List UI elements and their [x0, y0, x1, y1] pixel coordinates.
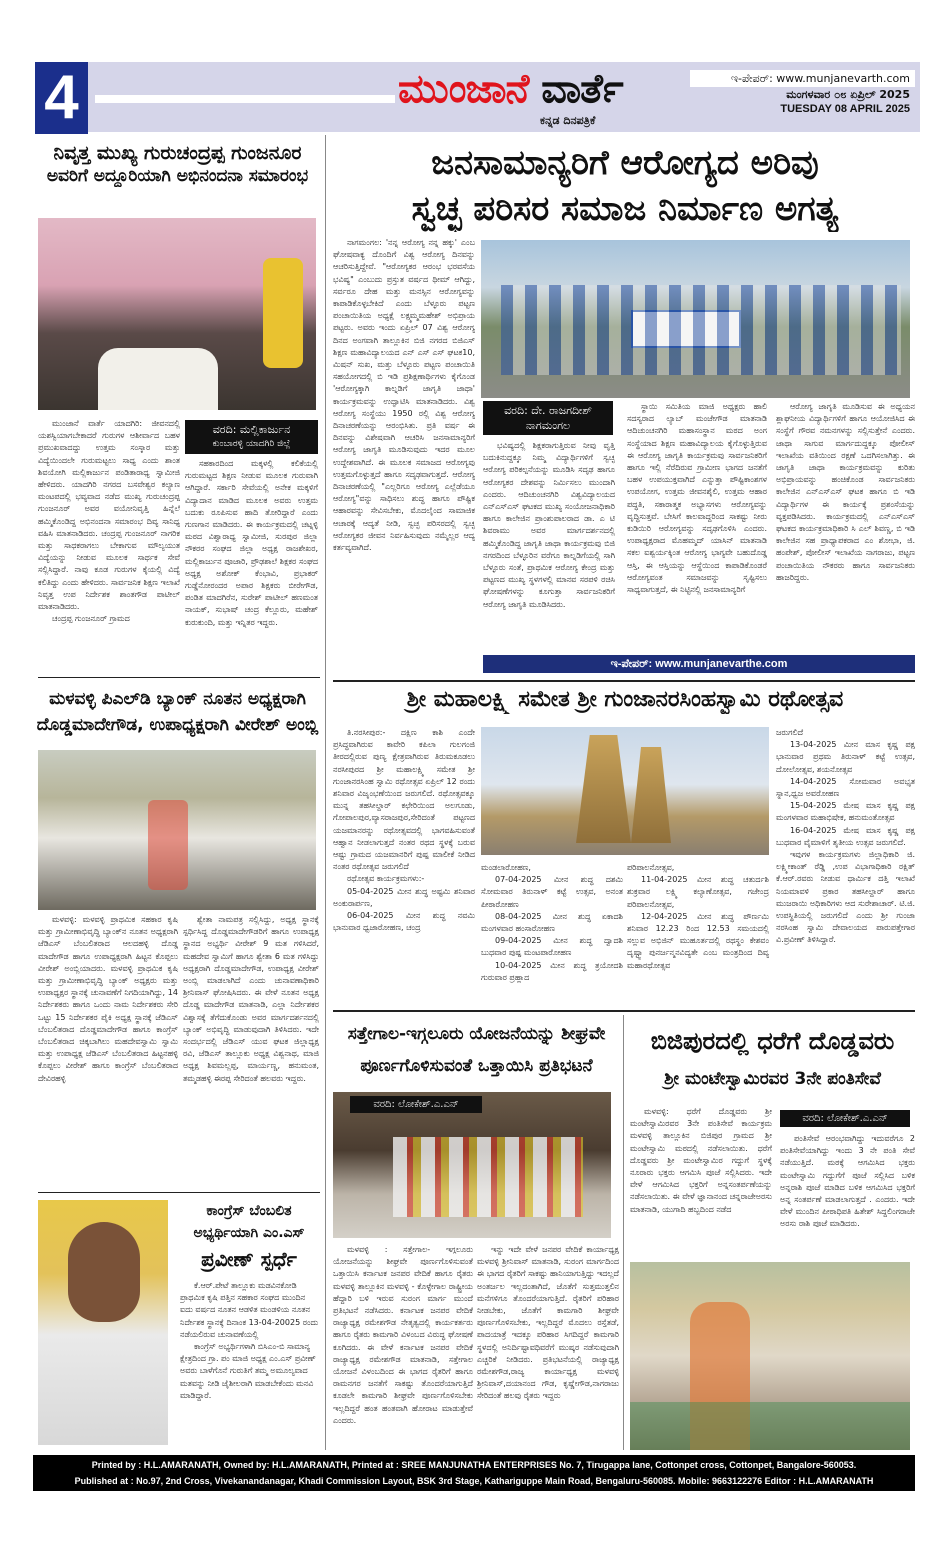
byline-box: ವರದಿ: ಲೋಕೇಶ್.ಎ.ಎನ್ — [350, 1096, 482, 1113]
schedule-text: ಮೀನ ಶುದ್ಧ ದಶಮಿ ಸೋಮವಾರ ತಿರುನಾಳ್ ಕಟ್ಟೆ ಉತ್ಸವ, ಅನಂತ ಪೀಠಾರೋಹಣ — [481, 875, 623, 909]
headline-line: ಅವರಿಗೆ ಅದ್ದೂರಿಯಾಗಿ ಅಭಿನಂದನಾ ಸಮಾರಂಭ — [46, 165, 309, 186]
imprint-line: Printed by : H.L.AMARANATH, Owned by: H.L.AMARANATH, Printed at : SREE MANJUNATHA ENTERPRISES No. 7, Tirugappa lane, Cottonpet cross, Cottonpet, Bangalore-560053. — [91, 1460, 857, 1470]
logo-part1: ಮುಂಜಾನೆ — [398, 66, 529, 112]
schedule-title: ರಥೋತ್ಸವ ಕಾರ್ಯಕ್ರಮಗಳು:- — [347, 874, 425, 884]
paragraph: ನಾಗಮಂಗಲ: 'ನನ್ನ ಆರೋಗ್ಯ ನನ್ನ ಹಕ್ಕು' ಎಂಬ ಘೋಷವಾಕ್ಯ ದೊಂದಿಗೆ ವಿಶ್ವ ಆರೋಗ್ಯ ದಿನವನ್ನು ಆಚರಿಸುತ್ತಿದ್ದೇವೆ. "ಆರೋಗ್ಯಕರ ಆರಂಭ ಭರವಸೆಯ ಭವಿಷ್ಯ" ಎಂಬುದು ಪ್ರಸ್ತುತ ವರ್ಷದ ಥೀಮ್ ಆಗಿದ್ದು, ಸರ್ವರೂ ದೇಹ ಮತ್ತು ಮನಸ್ಸಿನ ಆರೋಗ್ಯವನ್ನು ಕಾಪಾಡಿಕೊಳ್ಳಬೇಕಿದೆ ಎಂದು ಬೆಳ್ಳೂರು ಪಟ್ಟಣ ಪಂಚಾಯಿತಿಯ ಅಧ್ಯಕ್ಷೆ ಲಕ್ಷ್ಮಮ್ಮಮಹೇಶ್ ಅಭಿಪ್ರಾಯ ಪಟ್ಟರು. ಅವರು ಇಂದು ಏಪ್ರಿಲ್ 07 ವಿಶ್ವ ಆರೋಗ್ಯ ದಿನದ ಅಂಗವಾಗಿ ತಾಲ್ಲೂಕಿನ ಬಿಜಿ ನಗರದ ಬಿಜಿಎಸ್ ಶಿಕ್ಷಣ ಮಹಾವಿದ್ಯಾಲಯದ ಎನ್ ಎಸ್ ಎಸ್ ಘಟಕ10, ಮಿಷನ್ ಸುಖ, ಮತ್ತು ಬೆಳ್ಳೂರು ಪಟ್ಟಣ ಪಂಚಾಯಿತಿ ಸಹಯೋಗದಲ್ಲಿ ಬಿ ಇಡಿ ಪ್ರಶಿಕ್ಷಣಾರ್ಥಿಗಳು ಕೈಗೊಂಡ 'ಆರೋಗ್ಯಕ್ಕಾಗಿ ಕಾಲ್ನಡಿಗೆ ಜಾಗೃತಿ ಜಾಥಾ' ಕಾರ್ಯಕ್ರಮವನ್ನು ಉದ್ಘಾಟಿಸಿ ಮಾತನಾಡಿದರು. ವಿಶ್ವ ಆರೋಗ್ಯ ಸಂಸ್ಥೆಯು 1950 ರಲ್ಲಿ ವಿಶ್ವ ಆರೋಗ್ಯ ದಿನಾಚರಣೆಯನ್ನು ಆರಂಭಿಸಿತು. ಪ್ರತಿ ವರ್ಷ ಈ ದಿನವನ್ನು ವಿಶೇಷವಾಗಿ ಆಚರಿಸಿ ಜನಸಾಮಾನ್ಯರಿಗೆ ಆರೋಗ್ಯ ಜಾಗೃತಿ ಮೂಡಿಸುವುದು ಇದರ ಮೂಲ ಉದ್ದೇಶವಾಗಿದೆ. ಈ ಮೂಲಕ ಸಮಾಜದ ಆರೋಗ್ಯವು ಉತ್ತಮಗೊಳ್ಳುತ್ತದೆ ಹಾಗೂ ಸದೃಢವಾಗುತ್ತದೆ. ಆರೋಗ್ಯ ದಿನಾಚರಣೆಯಲ್ಲಿ "ಎಲ್ಲರಿಗೂ ಆರೋಗ್ಯ ಎಲ್ಲೆಡೆಯೂ ಆರೋಗ್ಯ"ವನ್ನು ಸಾಧಿಸಲು ಶುದ್ಧ ಹಾಗೂ ಪೌಷ್ಟಿಕ ಆಹಾರವನ್ನು ಸೇವಿಸಬೇಕು, ಮೊದಲೈಂದ ಸಾಮಾಜಿಕ ಆಚಾರಕ್ಕೆ ಆದ್ಯತೆ ನೀಡಿ, ಸ್ವಚ್ಛ ಪರಿಸರದಲ್ಲಿ ಸ್ವಚ್ಛ ಆರೋಗ್ಯಕರ ಜೀವನ ನಿರ್ವಹಿಸುವುದು ನಮ್ಮೆಲ್ಲರ ಆದ್ಯ ಕರ್ತವ್ಯವಾಗಿದೆ. — [333, 238, 475, 553]
schedule-item — [776, 739, 915, 776]
schedule-date: 12-04-2025 — [641, 911, 688, 921]
schedule-text: ಮೇಷ ಮಾಸ ಕೃಷ್ಣ ಪಕ್ಷ ಬುಧವಾರ ವೈಮಾಳಿಗೆ ತೃತೀಯ ಉತ್ಸವ ಜರುಗಲಿದೆ. — [776, 825, 915, 847]
paragraph: ಕೆ.ಆರ್.ಪೇಟೆ ತಾಲ್ಲೂಕು ಮಡವಿನಕೋಡಿ ಪ್ರಾಥಮಿಕ ಕೃಷಿ ಪತ್ತಿನ ಸಹಕಾರ ಸಂಘದ ಮುಂದಿನ ಐದು ವರ್ಷದ ನೂತನ ಆಡಳಿತ ಮಂಡಳಿಯ ನೂತನ ನಿರ್ದೇಶಕ ಸ್ಥಾನಕ್ಕೆ ದಿನಾಂಕ 13-04-20025 ರಂದು ನಡೆಯಲಿರುವ ಚುನಾವಣೆಯಲ್ಲಿ — [180, 1281, 319, 1339]
newspaper-logo — [398, 66, 623, 112]
byline-box — [185, 420, 318, 454]
paragraph: ಮಳವಳ್ಳಿ: ಮಳವಳ್ಳಿ ಪ್ರಾಥಮಿಕ ಸಹಕಾರ ಕೃಷಿ ಮತ್ತು ಗ್ರಾಮೀಣಾಭಿವೃದ್ಧಿ ಬ್ಯಾಂಕ್‌ನ ನೂತನ ಅಧ್ಯಕ್ಷರಾಗಿ ಜೆಡಿಎಸ್ ಬೆಂಬಲಿತರಾದ ಆಲದಹಳ್ಳಿ ದೊಡ್ಡ ಮಾದೇಗೌಡ ಹಾಗೂ ಉಪಾಧ್ಯಕ್ಷರಾಗಿ ಹಿಟ್ಟನ ಕೊಪ್ಪಲು ವೀರೇಶ್ ಅಂಬ್ಲಿಯಾದರು. ಮಳವಳ್ಳಿ ಪ್ರಾಥಮಿಕ ಕೃಷಿ ಮತ್ತು ಗ್ರಾಮೀಣಾಭಿವೃದ್ಧಿ ಬ್ಯಾಂಕ್ ಅಧ್ಯಕ್ಷರು ಮತ್ತು ಉಪಾಧ್ಯಕ್ಷರ ಸ್ಥಾನಕ್ಕೆ ಚುನಾವಣೆಗೆ ನಿಗದಿಯಾಗಿದ್ದು, 14 ನಿರ್ದೇಶಕರು ಹಾಗೂ ಒಂದು ನಾಮ ನಿರ್ದೇಶಕರು ಸೇರಿ ಒಟ್ಟು 15 ನಿರ್ದೇಶಕರ ಪೈಕಿ ಅಧ್ಯಕ್ಷ ಸ್ಥಾನಕ್ಕೆ ಜೆಡಿಎಸ್ ಬೆಂಬಲಿತರಾದ ದೊಡ್ಡಮಾದೇಗೌಡ ಹಾಗೂ ಕಾಂಗ್ರೆಸ್ ಬೆಂಬಲಿತರಾದ ಚಿಕ್ಕಬಾಗಿಲು ಮಹದೇವಸ್ವಾಮಿ ಸ್ವಾಮಿ ಮತ್ತು ಉಪಾಧ್ಯಕ್ಷ ಜೆಡಿಎಸ್ ಬೆಂಬಲಿತರಾದ ಹಿಟ್ಟನಹಳ್ಳಿ ಕೊಪ್ಪಲು ವೀರೇಶ್ ಹಾಗೂ ಕಾಂಗ್ರೆಸ್ ಬೆಂಬಲಿತರಾದ ದೇವಿರಹಳ್ಳಿ — [38, 915, 178, 1083]
headline-line: ಪ್ರವೀಣ್ ಸ್ಪರ್ಧೆ — [201, 1247, 297, 1271]
paragraph: ಆರೋಗ್ಯ ಜಾಗೃತಿ ಮೂಡಿಸುವ ಈ ಅಧ್ಯಯನ ಶ್ಲಾಘನೀಯ ವಿದ್ಯಾರ್ಥಿಗಳಿಗೆ ಹಾಗೂ ಆಯೋಜಿಸಿದ ಈ ಸಂಸ್ಥೆಗೆ ಗೌರವ ನಮನಗಳನ್ನು ಸಲ್ಲಿಸುತ್ತೇನೆ ಎಂದರು. ಜಾಥಾ ಸಾಗುವ ಮಾರ್ಗದುದ್ದಕ್ಕೂ ಪೋಲೀಸ್ ಇಲಾಖೆಯ ವತಿಯಿಂದ ರಕ್ಷಣೆ ಒದಗಿಸಲಾಗಿತ್ತು. ಈ ಜಾಗೃತಿ ಜಾಥಾ ಕಾರ್ಯಕ್ರಮವನ್ನು ಕುರಿತು ಅಭಿಪ್ರಾಯವನ್ನು ಹಂಚಿಕೊಂಡ ಸಾರ್ವಜನಿಕರು ಕಾಲೇಜಿನ ಎನ್ಎಸ್ಎಸ್ ಘಟಕ ಹಾಗೂ ಬಿ ಇಡಿ ವಿದ್ಯಾರ್ಥಿಗಳ ಈ ಕಾರ್ಯಕ್ಕೆ ಪ್ರಶಂಸೆಯನ್ನು ವ್ಯಕ್ತಪಡಿಸಿದರು. ಕಾರ್ಯಕ್ರಮದಲ್ಲಿ ಎನ್ಎಸ್ಎಸ್ ಘಟಕದ ಕಾರ್ಯಕ್ರಮಾಧಿಕಾರಿ ಸಿ ಎಲ್ ಶಿವಣ್ಣ, ಬಿ ಇಡಿ ಕಾಲೇಜಿನ ಸಹ ಪ್ರಾಧ್ಯಾಪಕರಾದ ಎಂ ಶೋಭಾ, ಜಿ. ಹಂಪೇಶ್, ಪೋಲೀಸ್ ಇಲಾಖೆಯ ನಾಗರಾಜು, ಪಟ್ಟಣ ಪಂಚಾಯಿತಿಯ ನೌಕರರು ಹಾಗೂ ಸಾರ್ವಜನಿಕರು ಹಾಜರಿದ್ದರು. — [776, 402, 915, 582]
article-body — [481, 862, 623, 1007]
schedule-date: 08-04-2025 — [495, 911, 542, 921]
article-body — [627, 401, 767, 652]
article-headline — [333, 1018, 620, 1082]
photo-protesters — [393, 1137, 583, 1217]
article-headline: ಶ್ರೀ ಮಹಾಲಕ್ಷ್ಮಿ ಸಮೇತ ಶ್ರೀ ಗುಂಜಾನರಸಿಂಹಸ್ವಾಮಿ ರಥೋತ್ಸವ — [406, 687, 844, 712]
health-rally-photo — [481, 240, 910, 398]
article-body — [183, 914, 319, 1189]
schedule-date: 11-04-2025 — [641, 875, 688, 885]
schedule-date: 16-04-2025 — [790, 825, 837, 835]
byline-box — [483, 401, 613, 435]
paragraph: ಸ್ಥಾಯಿ ಸಮಿತಿಯ ಮಾಜಿ ಅಧ್ಯಕ್ಷರು ಹಾಲಿ ಸದಸ್ಯರಾದ ಲ್ಯಾಬ್ ಮಂಜೇಗೌಡ ಮಾತನಾಡಿ ಆದಿಚುಂಚನಗಿರಿ ಮಹಾಸಂಸ್ಥಾನ ಮಠದ ಅಂಗ ಸಂಸ್ಥೆಯಾದ ಶಿಕ್ಷಣ ಮಹಾವಿದ್ಯಾಲಯ ಕೈಗೊಳ್ಳುತ್ತಿರುವ ಈ ಆರೋಗ್ಯ ಜಾಗೃತಿ ಕಾರ್ಯಕ್ರಮವು ಸಾರ್ವಜನಿಕರಿಗೆ ಹಾಗೂ ಇಲ್ಲಿ ನೆರೆದಿರುವ ಗ್ರಾಮೀಣ ಭಾಗದ ಜನತೆಗೆ ಬಹಳ ಉಪಯುಕ್ತವಾಗಿದೆ ಎನ್ನುತ್ತಾ ಪೌಷ್ಟಿಕಾಂಶಗಳ ಉಪಯೋಗ, ಉತ್ತಮ ಜೀವನಶೈಲಿ, ಉತ್ತಮ ಆಹಾರ ಪದ್ಧತಿ, ಸಕಾರಾತ್ಮಕ ಅಭ್ಯಾಸಗಳು ಆರೋಗ್ಯವನ್ನು ವೃದ್ಧಿಸುತ್ತವೆ. ಬೇಸಿಗೆ ಕಾಲವಾದ್ದರಿಂದ ಸಾಕಷ್ಟು ನೀರು ಕುಡಿಯಿರಿ ಆರೋಗ್ಯವನ್ನು ಸದೃಢಗೊಳಿಸಿ ಎಂದರು. ಉಪಾಧ್ಯಕ್ಷರಾದ ಮೊಹಮ್ಮದ್ ಯಾಸಿನ್ ಮಾತನಾಡಿ ಸಕಲ ಐಶ್ವರ್ಯಕ್ಕಿಂತ ಆರೋಗ್ಯ ಭಾಗ್ಯವೇ ಬಹುದೊಡ್ಡ ಆಸ್ತಿ, ಈ ಆಸ್ತಿಯನ್ನು ಆಸ್ಥೆಯಿಂದ ಕಾಪಾಡಿಕೊಂಡರೆ ಆರೋಗ್ಯವಂತ ಸಮಾಜವನ್ನು ಸೃಷ್ಟಿಸಲು ಸಾಧ್ಯವಾಗುತ್ತದೆ, ಈ ನಿಟ್ಟಿನಲ್ಲಿ ಜನಸಾಮಾನ್ಯರಿಗೆ — [627, 402, 767, 595]
schedule-date: 10-04-2025 — [495, 960, 542, 970]
article-body — [38, 418, 180, 673]
schedule-item — [481, 911, 623, 935]
paragraph: ಮಳವಳ್ಳಿ : ಸತ್ತೇಗಾಲ- ಇಗ್ಗಲೂರು ಯೋಜನೆಯನ್ನು ಶೀಘ್ರವೇ ಪೂರ್ಣಗೊಳಿಸುವಂತೆ ಒತ್ತಾಯಿಸಿ ಕರ್ನಾಟಕ ಜನಪರ ವೇದಿಕೆ ಹಾಗೂ ರೈತರು ಮಳವಳ್ಳಿ ತಾಲ್ಲೂಕಿನ ಮಳವಳ್ಳಿ - ಕೊಳ್ಳೇಗಾಲ ರಾಷ್ಟ್ರೀಯ ಹೆದ್ದಾರಿ ಬಳಿ ಇರುವ ಸುರಂಗ ಮಾರ್ಗ ಮುಂದೆ ಪ್ರತಿಭಟನೆ ನಡೆಸಿದರು. ಕರ್ನಾಟಕ ಜನಪರ ವೇದಿಕೆ ರಾಜ್ಯಾಧ್ಯಕ್ಷ ರಮೇಶಗೌಡ ನೇತೃತ್ವದಲ್ಲಿ ಕಾರ್ಯಕರ್ತರು ಹಾಗೂ ರೈತರು ಕಾಮಗಾರಿ ವಿಳಂಬದ ವಿರುದ್ಧ ಘೋಷಣೆ ಕೂಗಿದರು. ಈ ವೇಳೆ ಕರ್ನಾಟಕ ಜನಪರ ವೇದಿಕೆ ರಾಜ್ಯಾಧ್ಯಕ್ಷ ರಮೇಶಗೌಡ ಮಾತನಾಡಿ, ಸತ್ತೇಗಾಲ ಯೋಜನೆ ವಿಳಂಬದಿಂದ ಈ ಭಾಗದ ರೈತರಿಗೆ ಹಾಗೂ ರಾಮನಗರ ಜನತೆಗೆ ಸಾಕಷ್ಟು ತೊಂದರೆಯಾಗುತ್ತಿದೆ ಕೂಡಲೇ ಕಾಮಗಾರಿ ಶೀಘ್ರವೇ ಪೂರ್ಣಗೊಳಿಸಬೇಕು ಇಲ್ಲದಿದ್ದರೆ ಹಂತ ಹಂತವಾಗಿ ಹೋರಾಟ ಮಾಡುತ್ತೇವೆ ಎಂದರು. — [333, 1245, 473, 1425]
schedule-date: 05-04-2025 — [347, 886, 394, 896]
candidate-portrait — [38, 1200, 168, 1445]
lead-headline — [335, 140, 915, 232]
imprint-footer — [33, 1455, 915, 1491]
article-body — [38, 914, 178, 1189]
paragraph: ಮುಂಜಾನೆ ವಾರ್ತೆ ಯಾದಗಿರಿ: ಜೀವನದಲ್ಲಿ ಯಶಸ್ವಿಯಾಗಬೇಕಾದರೆ ಗುರುಗಳ ಆಶೀರ್ವಾದ ಬಹಳ ಪ್ರಮುಖವಾದದ್ದು ಉತ್ತಮ ಸಂಸ್ಕಾರ ಮತ್ತು ವಿದ್ಯೆಯಿಂದಲೇ ಗುರುಮಟ್ಟಲು ಸಾಧ್ಯ ಎಂದು ಶಾಂತ ಶಿವಯೋಗಿ ಮಲ್ಲಿಕಾರ್ಜುನ ಪಂಡಿತಾರಾಧ್ಯ ಸ್ವಾಮೀಜಿ ಹೇಳಿದರು. ಯಾದಗಿರಿ ನಗರದ ಬಸವೇಶ್ವರ ಕಲ್ಯಾಣ ಮಂಟಪದಲ್ಲಿ ಭವ್ಯವಾದ ನಡೆದ ಮುಖ್ಯ ಗುರುಚಂದ್ರಪ್ಪ ಗುಂಜನೂರ್ ಅವರ ವಯೋನಿವೃತ್ತಿ ಹಿನ್ನೆಲೆ ಹಮ್ಮಿಕೊಂಡಿದ್ದ ಅಭಿನಂದನಾ ಸಮಾರಂಭ ದಿವ್ಯ ಸಾನಿಧ್ಯ ವಹಿಸಿ ಮಾತನಾಡಿದರು. ಚಂದ್ರಪ್ಪ ಗುಂಜನೂರ್ ನಾಗರಿಕ ಮತ್ತು ಸಾಧಕರಾಗಲು ಬೇಕಾಗುವ ಮೌಲ್ಯಯುತ ವಿದ್ಯೆಯನ್ನು ನೀಡುವ ಮೂಲಕ ಸಾರ್ಥಕ ಸೇವೆ ಸಲ್ಲಿಸಿದ್ದಾರೆ. ನಾವು ಕೂಡ ಗುರುಗಳ ಕೈಯಲ್ಲಿ ವಿದ್ಯೆ ಕಲಿತಿದ್ದು ಎಂದು ಹೇಳಿದರು. ಸಾರ್ವಜನಿಕ ಶಿಕ್ಷಣ ಇಲಾಖೆ ನಿವೃತ್ತ ಉಪ ನಿರ್ದೇಶಕ ಶಾಂತಗೌಡ ಪಾಟೀಲ್ ಮಾತನಾಡಿದರು. — [38, 419, 180, 612]
article-body — [776, 727, 915, 1007]
headline-line: ಕಾಂಗ್ರೆಸ್ ಬೆಂಬಲಿತ — [206, 1203, 292, 1219]
award-ceremony-photo — [38, 218, 316, 410]
byline-location: ನಾಗಮಂಗಲ — [525, 419, 571, 432]
epaper-link[interactable]: ಇ-ಪೇಪರ್: www.munjanevarth.com — [690, 70, 915, 87]
byline-reporter: ವರದಿ: ಮಲ್ಲಿಕಾರ್ಜುನ — [212, 423, 291, 436]
article-body — [483, 440, 615, 652]
schedule-date: 06-04-2025 — [347, 911, 394, 921]
section-divider — [38, 1192, 320, 1193]
paragraph: ಇವುಗಳ ಕಾರ್ಯಕ್ರಮಗಳು ಜಿಲ್ಲಾಧಿಕಾರಿ ಜಿ. ಲಕ್ಷ್ಮೀಕಾಂತ್ ರೆಡ್ಡಿ ,ಉಪ ವಿಭಾಗಾಧಿಕಾರಿ ರಕ್ಷಿತ್ ಕೆ.ಆರ್.ರವರು ನೀಡುವ ಧಾರ್ಮಿಕ ದತ್ತಿ ಇಲಾಖೆ ನಿಯಮಾವಳಿ ಪ್ರಕಾರ ತಹಸೀಲ್ದಾರ್ ಹಾಗೂ ಮುಜರಾಯಿ ಅಧಿಕಾರಿಗಳು ಆದ ಸುರೇಶಾಚಾರ್. ಟಿ.ಜಿ. ಉಪಸ್ಥಿತಿಯಲ್ಲಿ ಜರುಗಲಿದೆ ಎಂದು ಶ್ರೀ ಗುಂಜಾ ನರಸಿಂಹ ಸ್ವಾಮಿ ದೇವಾಲಯದ ಪಾರುಪತ್ತೇಗಾರ ವಿ.ಪ್ರವೀಣ್ ತಿಳಿಸಿದ್ದಾರೆ. — [776, 850, 915, 945]
section-divider — [333, 680, 915, 682]
paragraph: ಪಂತಿಸೇವೆ ಆರಂಭವಾಗಿದ್ದು ಇದುವರೆಗೂ 2 ಪಂತಿಸೇವೆಯಾಗಿದ್ದು ಇಂದು 3 ನೇ ಪಂತಿ ಸೇವೆ ನಡೆಯುತ್ತಿದೆ. ಮಠಕ್ಕೆ ಆಗಮಿಸಿದ ಭಕ್ತರು ಮಂಟೇಸ್ವಾಮಿ ಗದ್ದುಗೆಗೆ ಪೂಜೆ ಸಲ್ಲಿಸಿದ ಬಳಿಕ ಅನ್ನರಾಶಿ ಪೂಜೆ ಮಾಡಿದ ಬಳಿಕ ಆಗಮಿಸಿದ ಭಕ್ತರಿಗೆ ಅನ್ನ ಸಂತರ್ಪಣೆ ಮಾಡಲಾಗುತ್ತದೆ . ಎಂದರು. ಇದೇ ವೇಳೆ ಮುಂದಿನ ಪೀಠಾಧಿಪತಿ ಹಿತೇಶ್ ಸಿದ್ದಲಿಂಗರಾಜೇ ಅರಸು ರಾಶಿ ಪೂಜೆ ಮಾಡಿದರು. — [780, 1134, 915, 1229]
schedule-text: ಸೋಮವಾರ ಅವಭೃತ ಸ್ನಾನ,ಧ್ವಜ ಅವರೋಹಣ — [776, 776, 915, 799]
devotees-photo — [630, 1262, 910, 1450]
schedule-date: 14-04-2025 — [790, 776, 837, 786]
masthead-strip — [95, 95, 395, 103]
schedule-text: ಮೀನ ಶುದ್ಧ ಏಕಾದಶಿ ಮಂಗಳವಾರ ಹಂಸಾರೋಹಣ — [481, 911, 623, 934]
article-body — [627, 862, 769, 1007]
schedule-item — [776, 825, 915, 849]
article-body — [776, 401, 915, 652]
article-body — [180, 1280, 320, 1445]
photo-figure — [263, 258, 303, 368]
schedule-date: 07-04-2025 — [495, 875, 542, 885]
schedule-text: ಮೀನ ಶುದ್ಧ ತ್ರಯೋದಶಿ ಗುರುವಾರ ಪ್ರಹ್ಲಾದ — [481, 960, 623, 982]
article-headline — [35, 686, 320, 738]
date-kannada: ಮಂಗಳವಾರ ೦೮ ಏಪ್ರಿಲ್ 2025 — [786, 88, 910, 101]
schedule-text: ಮೀನ ಮಾಸ ಕೃಷ್ಣ ಪಕ್ಷ ಭಾನುವಾರ ಪ್ರಥಮ ತಿರುನಾಳ್ ಕಟ್ಟೆ ಉತ್ಸವ, ದೋಲೋತ್ಸವ, ಶಯನೋತ್ಸವ — [776, 740, 915, 774]
schedule-item — [481, 874, 623, 911]
article-body — [185, 458, 318, 673]
schedule-text: ಮೀನ ಶುದ್ಧ ಅಷ್ಟಮಿ ಶನಿವಾರ ಅಂಕುರಾರ್ಪಣ, — [333, 886, 475, 908]
headline-line: ಮಳವಳ್ಳಿ ಪಿಎಲ್‌ಡಿ ಬ್ಯಾಂಕ್ ನೂತನ ಅಧ್ಯಕ್ಷರಾಗಿ — [49, 689, 306, 709]
paragraph: ಮಂಡಲಾರೋಹಣ, — [481, 863, 531, 872]
schedule-item — [333, 910, 475, 934]
schedule-text: ಮೀನ ಶುದ್ಧ ಪೌರ್ಣಮಿ ಶನಿವಾರ 12.23 ರಿಂದ 12.53 ಸಮಯದಲ್ಲಿ ಸಲ್ಲುವ ಅಭಿಜಿನ್ ಮುಹೂರ್ತದಲ್ಲಿ ರಥಸ್ಥಂ ಕೇಶವಂ ದೃಷ್ಟ್ವಾ ಪುನರ್ಜನ್ಮನವಿದ್ಯತೇ ಎಂಬ ಮಂತ್ರದಿಂದ ದಿವ್ಯ ಮಹಾರಥೋತ್ಸವ — [627, 911, 769, 970]
headline-line: ಶ್ರೀ ಮಂಟೇಸ್ವಾಮಿರವರ 3ನೇ ಪಂತಿಸೇವೆ — [664, 1069, 881, 1089]
article-body — [333, 1244, 473, 1448]
tagline: ಕನ್ನಡ ದಿನಪತ್ರಿಕೆ — [540, 114, 596, 127]
headline-line: ಸತ್ತೇಗಾಲ-ಇಗ್ಗಲೂರು ಯೋಜನೆಯನ್ನು ಶೀಘ್ರವೇ — [347, 1024, 606, 1044]
page-number: 4 — [35, 62, 88, 134]
temple-tower — [576, 735, 631, 843]
byline-reporter: ವರದಿ: ದೇ. ರಾಜಗದೀಶ್ — [504, 404, 592, 417]
article-headline — [175, 1200, 323, 1274]
temple-tower — [631, 747, 671, 843]
column-divider — [623, 1015, 624, 1450]
schedule-date: 09-04-2025 — [495, 936, 542, 946]
section-divider — [333, 1010, 915, 1012]
bank-officials-photo — [38, 750, 316, 910]
article-headline — [630, 1022, 915, 1098]
headline-line: ಬಿಜಿಪುರದಲ್ಲಿ ಧರೆಗೆ ದೊಡ್ಡವರು — [650, 1027, 895, 1055]
article-body — [477, 1244, 619, 1448]
schedule-item — [627, 911, 769, 972]
article-body — [630, 1106, 772, 1256]
paragraph: ಜರುಗಲಿದೆ — [776, 728, 804, 737]
temple-photo — [481, 727, 769, 855]
paragraph: ಪರಿಪಾಲನೋತ್ಸವ, — [627, 863, 675, 872]
headline-line: ಪೂರ್ಣಗೊಳಿಸುವಂತೆ ಒತ್ತಾಯಿಸಿ ಪ್ರತಿಭಟನೆ — [360, 1056, 593, 1076]
photo-garland — [148, 800, 188, 890]
epaper-banner[interactable]: ಇ-ಪೇಪರ್: www.munjanevarthe.com — [483, 655, 915, 673]
date-english: TUESDAY 08 APRIL 2025 — [780, 103, 910, 115]
schedule-item — [627, 874, 769, 911]
section-divider — [38, 677, 320, 678]
paragraph: ಶ್ವೇತಾ ನಾಮಪತ್ರ ಸಲ್ಲಿಸಿದ್ದು, ಅಧ್ಯಕ್ಷ ಸ್ಥಾನಕ್ಕೆ ಸ್ಪರ್ಧಿಸಿದ್ದ ದೊಡ್ಡಮಾದೇಗೌಡರಿಗೆ ಹಾಗೂ ಉಪಾಧ್ಯಕ್ಷ ಸ್ಥಾನದ ಅಭ್ಯರ್ಥಿ ವೀರೇಶ್ 9 ಮತ ಗಳಿಸಿದರೆ, ಮಹದೇವ ಸ್ವಾಮಿಗೆ ಹಾಗೂ ಶ್ವೇತಾ 6 ಮತ ಗಳಿಸಿದ್ದು ಅಧ್ಯಕ್ಷರಾಗಿ ದೊಡ್ಡಮಾದೇಗೌಡ, ಉಪಾಧ್ಯಕ್ಷ ವೀರೇಶ್ ಅಂಬ್ಲಿ ಮಾಡಲಾಗಿದೆ ಎಂದು ಚುನಾವಣಾಧಿಕಾರಿ ಶ್ರೀನಿವಾಸ್ ಘೋಷಿಸಿದರು. ಈ ವೇಳೆ ನೂತನ ಅಧ್ಯಕ್ಷ ದೊಡ್ಡ ಮಾದೇಗೌಡ ಮಾತನಾಡಿ, ಎಲ್ಲಾ ನಿರ್ದೇಶಕರ ವಿಶ್ವಾಸಕ್ಕೆ ತೆಗೆದುಕೊಂಡು ಅವರ ಮಾರ್ಗದರ್ಶನದಲ್ಲಿ ಬ್ಯಾಂಕ್ ಅಭಿವೃದ್ಧಿ ಮಾಡುವುದಾಗಿ ತಿಳಿಸಿದರು. ಇದೇ ಸಂದರ್ಭದಲ್ಲಿ ಜೆಡಿಎಸ್ ಯುವ ಘಟಕ ಜಿಲ್ಲಾಧ್ಯಕ್ಷ ರವಿ, ಜೆಡಿಎಸ್ ತಾಲ್ಲೂಕು ಅಧ್ಯಕ್ಷ ವಿಶ್ವನಾಥ, ಮಾಜಿ ಅಧ್ಯಕ್ಷ ಶಿವಮಲ್ಲಪ್ಪ, ಮಾರ್ಯಣ್ಣ, ಹನುಮಂತ, ತಮ್ಮಡಹಳ್ಳಿ ಈರಪ್ಪ ಸೇರಿದಂತೆ ಹಲವರು ಇದ್ದರು. — [183, 915, 319, 1083]
headline-line: ಅಭ್ಯರ್ಥಿಯಾಗಿ ಎಂ.ಎಸ್ — [193, 1225, 305, 1241]
schedule-item — [481, 960, 623, 984]
paragraph: ಚಂದ್ರಪ್ಪ ಗುಂಜನೂರ್ ಗ್ರಾಮದ — [52, 614, 130, 624]
photo-foliage — [630, 1402, 910, 1450]
logo-part2: ವಾರ್ತೆ — [541, 66, 623, 112]
imprint-line: Published at : No.97, 2nd Cross, Vivekanandanagar, Khadi Commission Layout, BSK 3rd Stage, Kathariguppe Main Road, Bengaluru-560085. Mobile: 9663122276 Editor : H.L.AMARANATH — [74, 1476, 874, 1486]
column-divider — [325, 135, 326, 1450]
byline-box: ವರದಿ: ಲೋಕೇಶ್.ಎ.ಎನ್ — [780, 1110, 910, 1127]
photo-figure — [98, 348, 218, 410]
photo-crowd — [501, 285, 901, 375]
schedule-text: ಮೇಷ ಮಾಸ ಕೃಷ್ಣ ಪಕ್ಷ ಮಂಗಳವಾರ ಮಹಾಭಿಷೇಕ, ಹನುಮಂತೋತ್ಸವ — [776, 801, 915, 823]
schedule-text: ಮೀನ ಶುದ್ಧ ದ್ವಾದಶಿ ಬುಧವಾರ ಪುಷ್ಪ ಮಂಟಪಾರೋಹಣ — [481, 936, 623, 958]
article-body — [333, 727, 475, 1007]
portrait-face — [68, 1222, 140, 1322]
paragraph: ತಿ.ನರಸೀಪುರ:- ದಕ್ಷಿಣ ಕಾಶಿ ಎಂದೇ ಪ್ರಸಿದ್ಧವಾಗಿರುವ ಕಾವೇರಿ ಕಪಿಲಾ ಗುಲಗಂಜಿ ತೀರದಲ್ಲಿರುವ ಪುಣ್ಯ ಕ್ಷೇತ್ರವಾಗಿರುವ ತಿರುಮಕೂಡಲು ನರಸೀಪುರದ ಶ್ರೀ ಮಹಾಲಕ್ಷ್ಮಿ ಸಮೇತ ಶ್ರೀ ಗುಂಜಾನರಸಿಂಹ ಸ್ವಾಮಿ ರಥೋತ್ಸವ ಏಪ್ರಿಲ್ 12 ರಂದು ಶನಿವಾರ ವಿಜೃಂಭಣೆಯಿಂದ ಜರುಗಲಿದೆ. ರಥೋತ್ಸವಕ್ಕೂ ಮುನ್ನ ತಹಸೀಲ್ದಾರ್ ಕಛೇರಿಯಿಂದ ಅಲಗೂಡು, ಗೋಪಾಲಪುರ,ವ್ಯಾಸರಾಜಪುರ,ಸೇರಿದಂತೆ ಪಟ್ಟಣದ ಯಜಮಾನರನ್ನು ರಥೋತ್ಸವದಲ್ಲಿ ಭಾಗವಹಿಸುವಂತೆ ಆಹ್ವಾನ ನೀಡಲಾಗುತ್ತದೆ ನಂತರ ರಥದ ಸ್ಥಳಕ್ಕೆ ಬರುವ ಆಷ್ಟು ಗ್ರಾಮದ ಯಜಮಾನರಿಗೆ ಪುಷ್ಪ ಮಾಲೀಕೆ ನೀಡಿದ ನಂತರ ರಥೋತ್ಸವ ಜರುಗಲಿದೆ — [333, 728, 475, 872]
schedule-text: ಮೀನ ಶುದ್ಧ ನವಮಿ ಭಾನುವಾರ ಧ್ವಜಾರೋಹಣ, ಚಂದ್ರ — [333, 911, 475, 933]
article-headline — [35, 142, 320, 187]
schedule-item — [776, 776, 915, 800]
paragraph: ಭವಿಷ್ಯದಲ್ಲಿ ಶಿಕ್ಷಕರಾಗುತ್ತಿರುವ ನೀವು ವೃತ್ತಿ ಬದುಕಿನುದ್ದಕ್ಕೂ ನಿಮ್ಮ ವಿದ್ಯಾರ್ಥಿಗಳಿಗೆ ಸ್ವಚ್ಛ ಆರೋಗ್ಯ ಪರಿಕಲ್ಪನೆಯನ್ನು ಮೂಡಿಸಿ ಸದೃಢ ಹಾಗೂ ಆರೋಗ್ಯಕರ ದೇಶವನ್ನು ನಿರ್ಮಿಸಲು ಮುಂದಾಗಿ ಎಂದರು. ಆದಿಚುಂಚನಗಿರಿ ವಿಶ್ವವಿದ್ಯಾಲಯದ ಎನ್ಎಸ್ಎಸ್ ಘಟಕದ ಮುಖ್ಯ ಸಂಯೋಜನಾಧಿಕಾರಿ ಹಾಗೂ ಕಾಲೇಜಿನ ಪ್ರಾಂಶುಪಾಲರಾದ ಡಾ. ಎ ಟಿ ಶಿವರಾಮು ಅವರ ಮಾರ್ಗದರ್ಶನದಲ್ಲಿ ಹಮ್ಮಿಕೊಂಡಿದ್ದ ಜಾಗೃತಿ ಜಾಥಾ ಕಾರ್ಯಕ್ರಮವು ಬಿಜಿ ನಗರದಿಂದ ಬೆಳ್ಳೂರಿನ ವರೆಗೂ ಕಾಲ್ನಡಿಗೆಯಲ್ಲಿ ಸಾಗಿ ಬೆಳ್ಳೂರು ಸಂತೆ, ಪ್ರಾಥಮಿಕ ಆರೋಗ್ಯ ಕೇಂದ್ರ ಮತ್ತು ಪಟ್ಟಣದ ಮುಖ್ಯ ಸ್ಥಳಗಳಲ್ಲಿ ಮಾನವ ಸರಪಳಿ ರಚಿಸಿ ಘೋಷಣೆಗಳನ್ನು ಕೂಗುತ್ತಾ ಸಾರ್ವಜನಿಕರಿಗೆ ಆರೋಗ್ಯ ಜಾಗೃತಿ ಮೂಡಿಸಿದರು. — [483, 441, 615, 609]
paragraph: ಕಾಂಗ್ರೆಸ್ ಅಭ್ಯರ್ಥಿಗಳಾಗಿ ಬಿಸಿಎಂ-ಬಿ ಸಾಮಾನ್ಯ ಕ್ಷೇತ್ರದಿಂದ ಗ್ರಾ. ಪಂ ಮಾಜಿ ಅಧ್ಯಕ್ಷ ಎಂ.ಎಸ್ ಪ್ರವೀಣ್ ಅವರು ಬಾಳೆಗೊನೆ ಗುರುತಿಗೆ ತಮ್ಮ ಅಮೂಲ್ಯವಾದ ಮತವನ್ನು ನೀಡಿ ಜೈಶೀಲರಾಗಿ ಮಾಡಬೇಕೆಂದು ಮನವಿ ಮಾಡಿದ್ದಾರೆ. — [180, 1342, 316, 1400]
schedule-item — [481, 935, 623, 959]
paragraph: ಸಹಕಾರದಿಂದ ಮಕ್ಕಳಲ್ಲಿ ಕಲಿಕೆಯಲ್ಲಿ ಗುರುಮಟ್ಟದ ಶಿಕ್ಷಣ ನೀಡುವ ಮೂಲಕ ಗುರುವಾಗಿ ಆಗಿದ್ದಾರೆ. ಸರ್ಕಾರಿ ಸೇವೆಯಲ್ಲಿ ಅನೇಕ ಮಕ್ಕಳಿಗೆ ವಿದ್ಯಾದಾನ ಮಾಡಿದ ಮೂಲಕ ಅವರು ಉತ್ತಮ ಬದುಕು ರೂಪಿಸುವ ಹಾದಿ ತೋರಿದ್ದಾರೆ ಎಂದು ಗುಣಗಾನ ಮಾಡಿದರು. ಈ ಕಾರ್ಯಕ್ರಮದಲ್ಲಿ ಚಟ್ನಳ್ಳಿ ಮಠದ ವಿಶ್ವಾರಾಧ್ಯ ಸ್ವಾಮೀಜಿ, ಸುರಪುರ ಜಿಲ್ಲಾ ನೌಕರರ ಸಂಘದ ಜಿಲ್ಲಾ ಅಧ್ಯಕ್ಷ ರಾಜಶೇಖರ, ಮಲ್ಲಿಕಾರ್ಜುನ ಪೂಜಾರಿ, ಪ್ರೌಢಶಾಲೆ ಶಿಕ್ಷಕರ ಸಂಘದ ಅಧ್ಯಕ್ಷ ಅಶೋಕ್ ಕೆಂಭಾವಿ, ಪ್ರಭಾಕರ್ ಗುಡ್ಡೆನೋರಂದರ ಅಪಾರ ಶಿಕ್ಷಕರು ಬೀರೇಗೌಡ, ಪಂಡಿತ ಮಾದಗಿರೆನ, ಸುರೇಶ್ ಪಾಟೀಲ್ ಹಣಮಂತ ನಾಯಕ್, ಸುಭಾಷ್ ಚಂದ್ರ ಕೆಲ್ಲೂರು, ಮಹೇಶ್ ಕುರುಕುಂದಿ, ಮತ್ತು ಇನ್ನಿತರ ಇದ್ದರು. — [185, 459, 318, 627]
schedule-date: 15-04-2025 — [790, 801, 837, 811]
paragraph: ಇನ್ನು ಇದೇ ವೇಳೆ ಜನಪರ ವೇದಿಕೆ ಕಾರ್ಯಾಧ್ಯಕ್ಷ ಮಳವಳ್ಳಿ ಶ್ರೀನಿವಾಸ್ ಮಾತನಾಡಿ, ಸುರಂಗ ಮಾರ್ಗದಿಂದ ಈ ಭಾಗದ ರೈತರಿಗೆ ಸಾಕಷ್ಟು ಹಾನಿಯಾಗುತ್ತಿದ್ದು ಇದಲ್ಲದೆ ಅಂತರ್ಜಲ ಇಲ್ಲದಂತಾಗಿದೆ, ಜೊತೆಗೆ ಸುತ್ತಮುತ್ತಲಿನ ಮನೆಗಳಿಗೂ ತೊಂದರೆಯಾಗುತ್ತಿದೆ. ರೈತರಿಗೆ ಪರಿಹಾರ ನೀಡಬೇಕು, ಜೊತೆಗೆ ಕಾಮಗಾರಿ ಶೀಘ್ರವೇ ಪೂರ್ಣಗೊಳಿಸಬೇಕು, ಇಲ್ಲದಿದ್ದರೆ ಮೊದಲು ರಸ್ತೆತಡೆ, ಪಾದಯಾತ್ರೆ ಇದಕ್ಕೂ ಪರಿಹಾರ ಸಿಗದಿದ್ದರೆ ಕಾಮಗಾರಿ ಸ್ಥಳದಲ್ಲಿ ಅನಿರ್ದಿಷ್ಟಾವಧಿವರೆಗೆ ಮುಷ್ಕರ ನಡೆಸುವುದಾಗಿ ಎಚ್ಚರಿಕೆ ನೀಡಿದರು. ಪ್ರತಿಭಟನೆಯಲ್ಲಿ ರಾಜ್ಯಾಧ್ಯಕ್ಷ ರಮೇಶಗೌಡ,ರಾಜ್ಯ ಕಾರ್ಯಾಧ್ಯಕ್ಷ ಮಳವಳ್ಳಿ ಶ್ರೀನಿವಾಸ್,ದಯಾನಂದ ಗೌಡ, ಕೃಷ್ಣೇಗೌಡ,ನಾಗರಾಜು ಸೇರಿದಂತೆ ಹಲವು ರೈತರು ಇದ್ದರು — [477, 1245, 619, 1401]
headline-line: ಜನಸಾಮಾನ್ಯರಿಗೆ ಆರೋಗ್ಯದ ಅರಿವು — [431, 143, 819, 183]
schedule-item — [776, 800, 915, 824]
article-body — [780, 1133, 915, 1256]
headline-line: ಸ್ವಚ್ಛ ಪರಿಸರ ಸಮಾಜ ನಿರ್ಮಾಣ ಅಗತ್ಯ — [411, 189, 839, 229]
protest-photo — [333, 1092, 611, 1238]
headline-line: ನಿವೃತ್ತ ಮುಖ್ಯ ಗುರುಚಂದ್ರಪ್ಪ ಗುಂಜನೂರ — [53, 142, 302, 164]
schedule-item — [333, 886, 475, 910]
byline-location: ಕುಂಬಾರಳ್ಳಿ ಯಾದಗಿರಿ ಜಿಲ್ಲೆ — [212, 439, 291, 449]
headline-line: ದೊಡ್ಡಮಾದೇಗೌಡ, ಉಪಾಧ್ಯಕ್ಷರಾಗಿ ವೀರೇಶ್ ಅಂಬ್ಲಿ — [36, 715, 319, 735]
schedule-text: ಮೀನ ಶುದ್ಧ ಚತುರ್ದಶಿ ಶುಕ್ರವಾರ ಲಕ್ಷ್ಮಿ ಕಲ್ಯಾಣೋತ್ಸವ, ಗಜೇಂದ್ರ ಪರಿಪಾಲನೋತ್ಸವ, — [627, 875, 769, 909]
paragraph: ಮಳವಳ್ಳಿ: ಧರೆಗೆ ದೊಡ್ಡವರು ಶ್ರೀ ಮಂಟೇಸ್ವಾಮಿರವರ 3ನೇ ಪಂತಿಸೇವೆ ಕಾರ್ಯಕ್ರಮ ಮಳವಳ್ಳಿ ತಾಲ್ಲೂಕಿನ ಬಿಜಿಪುರ ಗ್ರಾಮದ ಶ್ರೀ ಮಂಟೇಸ್ವಾಮಿ ಮಠದಲ್ಲಿ ನಡೆಸಲಾಯಿತು. ಧರೆಗೆ ದೊಡ್ಡವರು ಶ್ರೀ ಮಂಟೇಸ್ವಾಮಿರ ಗದ್ದುಗೆ ಸ್ಥಳಕ್ಕೆ ನೂರಾರು ಭಕ್ತರು ಆಗಮಿಸಿ ಪೂಜೆ ಸಲ್ಲಿಸಿದರು. ಇದೇ ವೇಳೆ ಆಗಮಿಸಿದ ಭಕ್ತರಿಗೆ ಅನ್ನಸಂತರ್ಪಣೆಯನ್ನು ನಡೆಸಲಾಯಿತು. ಈ ವೇಳೆ ಜ್ಞಾನಾನಂದ ಚನ್ನರಾಜೇಅರಸು ಮಾತನಾಡಿ, ಯುಗಾದಿ ಹಬ್ಬದಿಂದ ನಡೆದ — [630, 1107, 772, 1214]
schedule-date: 13-04-2025 — [790, 740, 837, 750]
article-body — [333, 237, 475, 677]
